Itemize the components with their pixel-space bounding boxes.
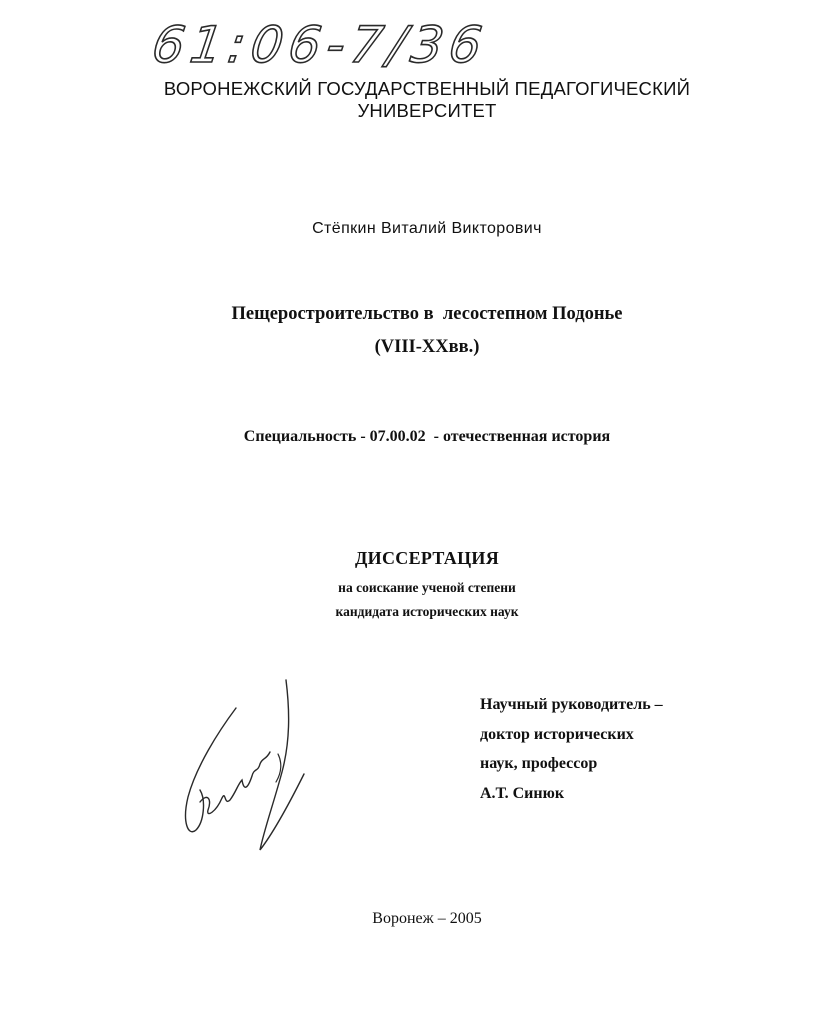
supervisor-line-4: А.Т. Синюк (480, 784, 565, 802)
dissertation-heading: ДИССЕРТАЦИЯ (354, 548, 499, 568)
supervisor-line-3: наук, профессор (480, 755, 598, 772)
university-line-1: ВОРОНЕЖСКИЙ ГОСУДАРСТВЕННЫЙ ПЕДАГОГИЧЕСКИЙ (163, 78, 691, 99)
title-line-2: (VIII-XXвв.) (374, 337, 480, 357)
author-name: Стёпкин Виталий Викторович (312, 220, 542, 237)
archive-code-text: 61:06-7/36 (148, 15, 492, 74)
title-line-1: Пещеростроительство в лесостепном Подонье (231, 304, 623, 324)
supervisor-line-2: доктор исторических (480, 725, 634, 743)
dissertation-title (28, 298, 826, 364)
scientific-supervisor (480, 690, 780, 808)
degree-line-1: на соискание ученой степени (338, 580, 516, 595)
specialty-line: Специальность - 07.00.02 - отечественная история (243, 428, 611, 445)
handwritten-archive-code (148, 8, 492, 78)
author-signature (178, 672, 318, 862)
city-year: Воронеж – 2005 (372, 910, 482, 927)
supervisor-line-1: Научный руководитель – (480, 696, 663, 713)
university-line-2: УНИВЕРСИТЕТ (357, 100, 497, 121)
university-name (28, 78, 826, 122)
degree-line-2: кандидата исторических наук (335, 604, 519, 619)
